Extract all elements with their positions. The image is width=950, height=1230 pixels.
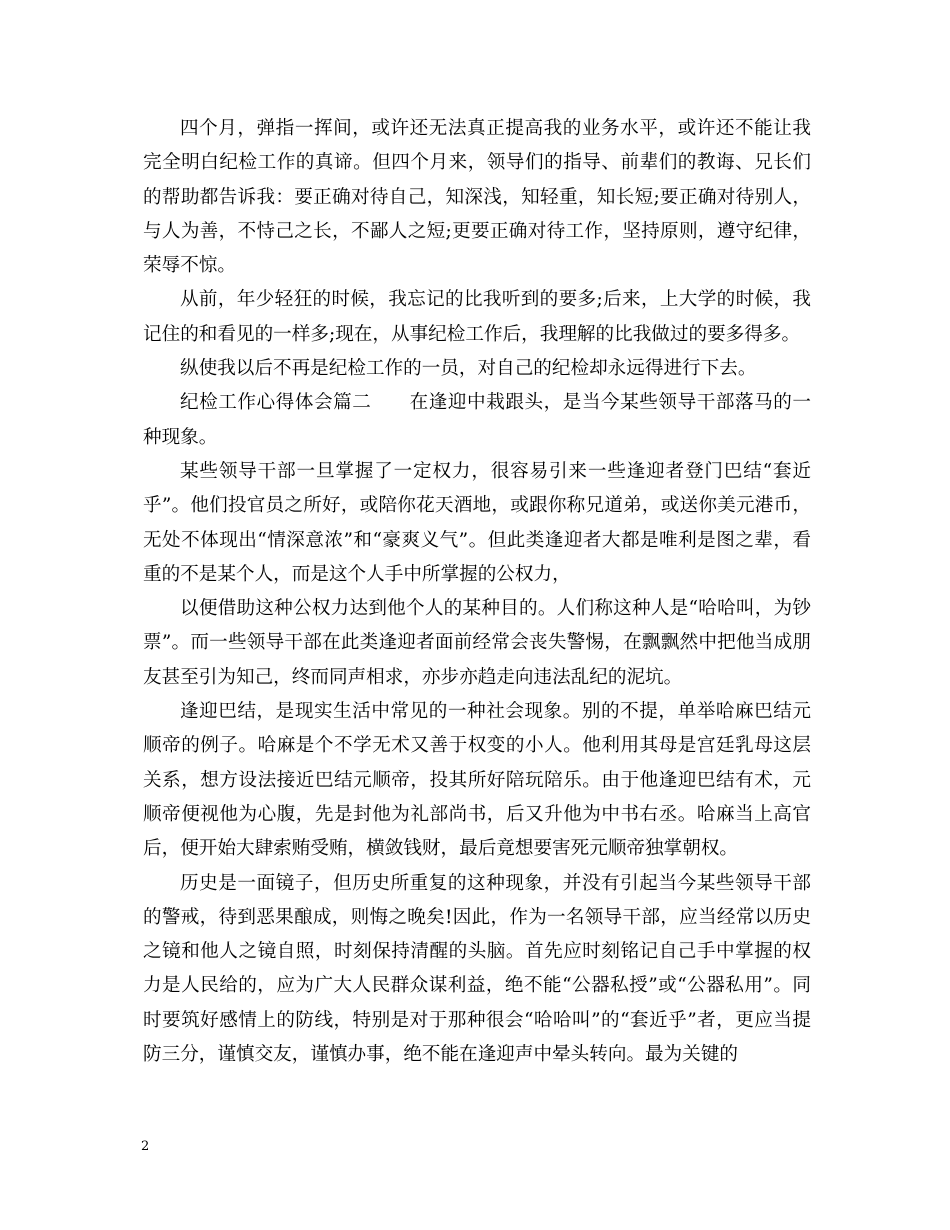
paragraph-3: 纵使我以后不再是纪检工作的一员，对自己的纪检却永远得进行下去。: [180, 358, 757, 380]
paragraph-7: 逢迎巴结，是现实生活中常见的一种社会现象。别的不提，单举哈麻巴结元顺帝的例子。哈麻是个不学无术又善于权变的小人。他利用其母是宫廷乳母这层关系，想方设法接近巴结元顺帝，投其所好陪玩陪乐。由于他逢迎巴结有术，元顺帝便视他为心腹，先是封他为礼部尚书，后又升他为中书右丞。哈麻当上高官后，便开始大肆索贿受贿，横敛钱财，最后竟想要害死元顺帝独掌朝权。: [143, 701, 811, 860]
paragraph-6: 以便借助这种公权力达到他个人的某种目的。人们称这种人是“哈哈叫，为钞票”。而一些领导干部在此类逢迎者面前经常会丧失警惕，在飘飘然中把他当成朋友甚至引为知己，终而同声相求，亦步亦趋走向违法乱纪的泥坑。: [143, 598, 811, 688]
paragraph-2: 从前，年少轻狂的时候，我忘记的比我听到的要多;后来，上大学的时候，我记住的和看见的一样多;现在，从事纪检工作后，我理解的比我做过的要多得多。: [143, 289, 811, 345]
paragraph-1: 四个月，弹指一挥间，或许还无法真正提高我的业务水平，或许还不能让我完全明白纪检工作的真谛。但四个月来，领导们的指导、前辈们的教诲、兄长们的帮助都告诉我：要正确对待自己，知深浅，知轻重，知长短;要正确对待别人，与人为善，不恃己之长，不鄙人之短;更要正确对待工作，坚持原则，遵守纪律，荣辱不惊。: [143, 118, 811, 277]
page-number: 2: [141, 1139, 150, 1154]
paragraph-4: 纪检工作心得体会篇二 在逢迎中栽跟头，是当今某些领导干部落马的一种现象。: [143, 392, 811, 448]
paragraph-8: 历史是一面镜子，但历史所重复的这种现象，并没有引起当今某些领导干部的警戒，待到恶果酿成，则悔之晚矣!因此，作为一名领导干部，应当经常以历史之镜和他人之镜自照，时刻保持清醒的头脑。首先应时刻铭记自己手中掌握的权力是人民给的，应为广大人民群众谋利益，绝不能“公器私授”或“公器私用”。同时要筑好感情上的防线，特别是对于那种很会“哈哈叫”的“套近乎”者，更应当提防三分，谨慎交友，谨慎办事，绝不能在逢迎声中晕头转向。最为关键的: [143, 872, 811, 1066]
paragraph-5: 某些领导干部一旦掌握了一定权力，很容易引来一些逢迎者登门巴结“套近乎”。他们投官员之所好，或陪你花天酒地，或跟你称兄道弟，或送你美元港币，无处不体现出“情深意浓”和“豪爽义气”。但此类逢迎者大都是唯利是图之辈，看重的不是某个人，而是这个人手中所掌握的公权力，: [143, 460, 811, 585]
body-text: [143, 112, 811, 1072]
